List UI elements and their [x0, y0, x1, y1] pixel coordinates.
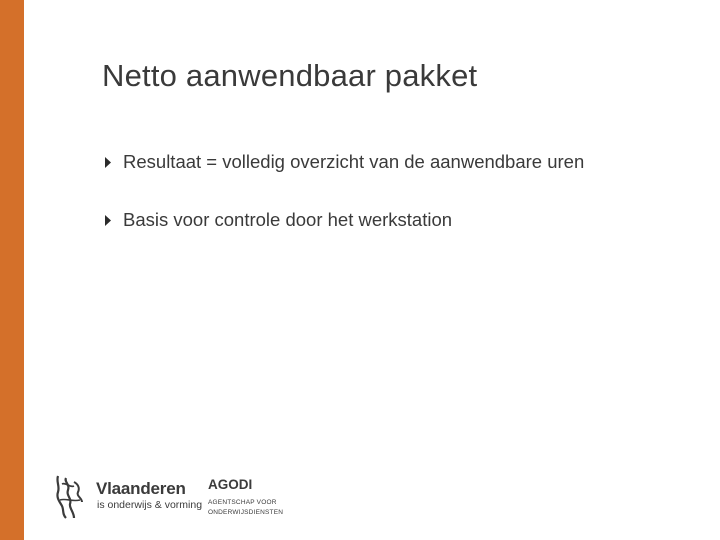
bullet-item — [102, 208, 584, 232]
vlaanderen-tagline: is onderwijs & vorming — [97, 499, 203, 511]
flemish-lion-icon — [52, 472, 88, 520]
agodi-subtitle-line1: AGENTSCHAP VOOR — [208, 499, 277, 506]
triangle-right-icon — [102, 213, 114, 227]
bullet-text: Basis voor controle door het werkstation — [123, 209, 453, 230]
bullet-text: Resultaat = volledig overzicht van de aanwendbare uren — [123, 151, 585, 172]
bullet-list — [102, 150, 584, 266]
footer-logos — [52, 468, 292, 524]
bullet-item — [102, 150, 584, 174]
accent-bar — [0, 0, 24, 540]
agodi-name: AGODI — [208, 477, 253, 492]
vlaanderen-name: Vlaanderen — [96, 479, 186, 498]
slide-title: Netto aanwendbaar pakket — [102, 58, 478, 93]
agodi-subtitle-line2: ONDERWIJSDIENSTEN — [208, 509, 284, 516]
triangle-right-icon — [102, 155, 114, 169]
